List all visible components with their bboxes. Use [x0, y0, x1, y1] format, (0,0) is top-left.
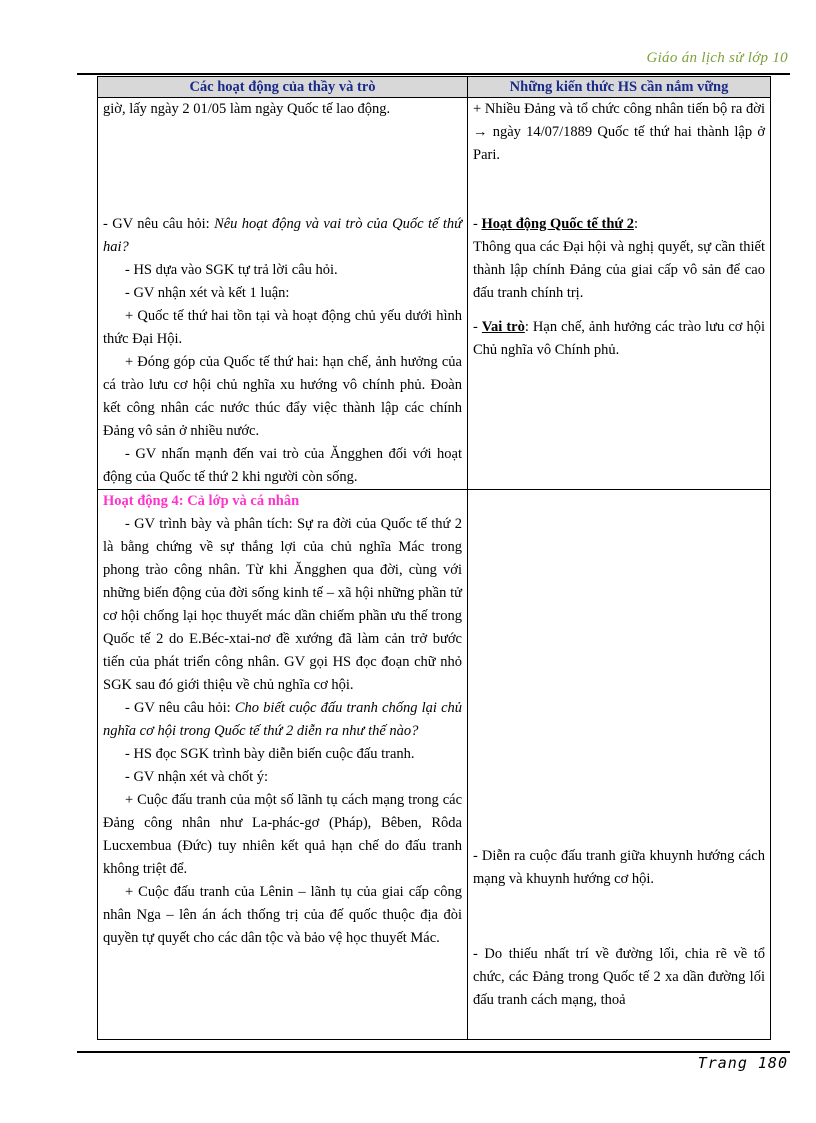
- row1-left-line-6: + Đóng góp của Quốc tế thứ hai: hạn chế, ảnh hưởng của cá trào lưu cơ hội chủ nghĩa xu hướng vô chính phủ. Đoàn kết công nhân các nước thúc đẩy việc thành lập các chính Đảng vô sản ở nhiều nước.: [103, 354, 462, 439]
- row1-founding-text: + Nhiều Đảng và tổ chức công nhân tiến bộ ra đời → ngày 14/07/1889 Quốc tế thứ hai thành lập ở Pari.: [473, 101, 765, 163]
- row2-left-p3: - HS đọc SGK trình bày diễn biến cuộc đấu tranh.: [125, 746, 415, 762]
- row2-left-p6: + Cuộc đấu tranh của Lênin – lãnh tụ của giai cấp công nhân Nga – lên án ách thống trị của đế quốc thuộc địa đòi quyền tự quyết cho các dân tộc và bảo vệ học thuyết Mác.: [103, 884, 462, 946]
- document-header-title: Giáo án lịch sử lớp 10: [646, 50, 788, 66]
- column-header-activities: Các hoạt động của thầy và trò: [98, 77, 468, 98]
- activity-label: Hoạt động Quốc tế thứ 2: [481, 216, 634, 232]
- lesson-table: [97, 76, 771, 1040]
- row2-left-cell: [98, 490, 468, 1040]
- row1-question-text: Nêu hoạt động và vai trò của Quốc tế thứ hai?: [103, 216, 462, 255]
- role-label: Vai trò: [481, 319, 525, 335]
- page-number: Trang 180: [697, 1054, 788, 1072]
- column-header-knowledge: Những kiến thức HS cần nắm vững: [468, 77, 771, 98]
- row2-question-lead: - GV nêu câu hỏi:: [125, 700, 235, 716]
- row1-left-line-3: - HS dựa vào SGK tự trả lời câu hỏi.: [125, 262, 338, 278]
- row1-activity: - Hoạt động Quốc tế thứ 2:: [473, 216, 638, 232]
- role-text: : Hạn chế, ảnh hưởng các trào lưu cơ hội Chủ nghĩa vô Chính phủ.: [473, 319, 765, 358]
- header-rule: [77, 73, 790, 75]
- row2-right-r1: - Diễn ra cuộc đấu tranh giữa khuynh hướng cách mạng và khuynh hướng cơ hội.: [473, 848, 765, 887]
- row1-activity-text: Thông qua các Đại hội và nghị quyết, sự cần thiết thành lập chính Đảng của giai cấp vô sản để cao đấu tranh chính trị.: [473, 239, 765, 301]
- table-header-row: [98, 77, 771, 98]
- footer-rule: [77, 1051, 790, 1053]
- row1-right-cell: [468, 98, 771, 490]
- row2-question-text: Cho biết cuộc đấu tranh chống lại chủ nghĩa cơ hội trong Quốc tế thứ 2 diễn ra như thế nào?: [103, 700, 463, 739]
- row2-left-p5: + Cuộc đấu tranh của một số lãnh tụ cách mạng trong các Đảng công nhân như La-phác-gơ (Pháp), Bêben, Rôda Lucxembua (Đức) tuy nhiên kết quả hạn chế do đấu tranh không triệt để.: [103, 792, 462, 877]
- row2-left-p1: - GV trình bày và phân tích: Sự ra đời của Quốc tế thứ 2 là bằng chứng về sự thắng lợi của chủ nghĩa Mác trong phong trào công nhân. Từ khi Ăngghen qua đời, cùng với những biến động của đời sống kinh tế – xã hội những phần tử cơ hội chống lại học thuyết mác dần chiếm phần ưu thế trong Quốc tế 2 do E.Béc-xtai-nơ đề xướng đã làm cản trở bước tiến của phát triển công nhân. GV gọi HS đọc đoạn chữ nhỏ SGK sau đó giới thiệu về chủ nghĩa cơ hội.: [103, 516, 462, 693]
- row2-right-cell: [468, 490, 771, 1040]
- row1-left-line-4: - GV nhận xét và kết 1 luận:: [125, 285, 290, 301]
- row1-left-line-7: - GV nhấn mạnh đến vai trò của Ăngghen đối với hoạt động của Quốc tế thứ 2 khi người còn sống.: [103, 446, 462, 485]
- row1-question: [103, 213, 462, 259]
- row1-left-line-0: giờ, lấy ngày 2 01/05 làm ngày Quốc tế lao động.: [103, 101, 391, 117]
- row1-question-lead: - GV nêu câu hỏi:: [103, 216, 215, 232]
- row1-left-cell: [98, 98, 468, 490]
- row2-left-p4: - GV nhận xét và chốt ý:: [125, 769, 269, 785]
- activity-4-heading: Hoạt động 4: Cả lớp và cá nhân: [103, 493, 300, 509]
- row2-right-r2: - Do thiếu nhất trí về đường lối, chia rẽ về tổ chức, các Đảng trong Quốc tế 2 xa dần đường lối đấu tranh cách mạng, thoả: [473, 946, 765, 1008]
- row1-left-line-5: + Quốc tế thứ hai tồn tại và hoạt động chủ yếu dưới hình thức Đại Hội.: [103, 308, 462, 347]
- row2-left-p2: [103, 697, 462, 743]
- table-row: [98, 98, 771, 490]
- table-row: [98, 490, 771, 1040]
- row1-role: - Vai trò: Hạn chế, ảnh hưởng các trào lưu cơ hội Chủ nghĩa vô Chính phủ.: [473, 319, 765, 358]
